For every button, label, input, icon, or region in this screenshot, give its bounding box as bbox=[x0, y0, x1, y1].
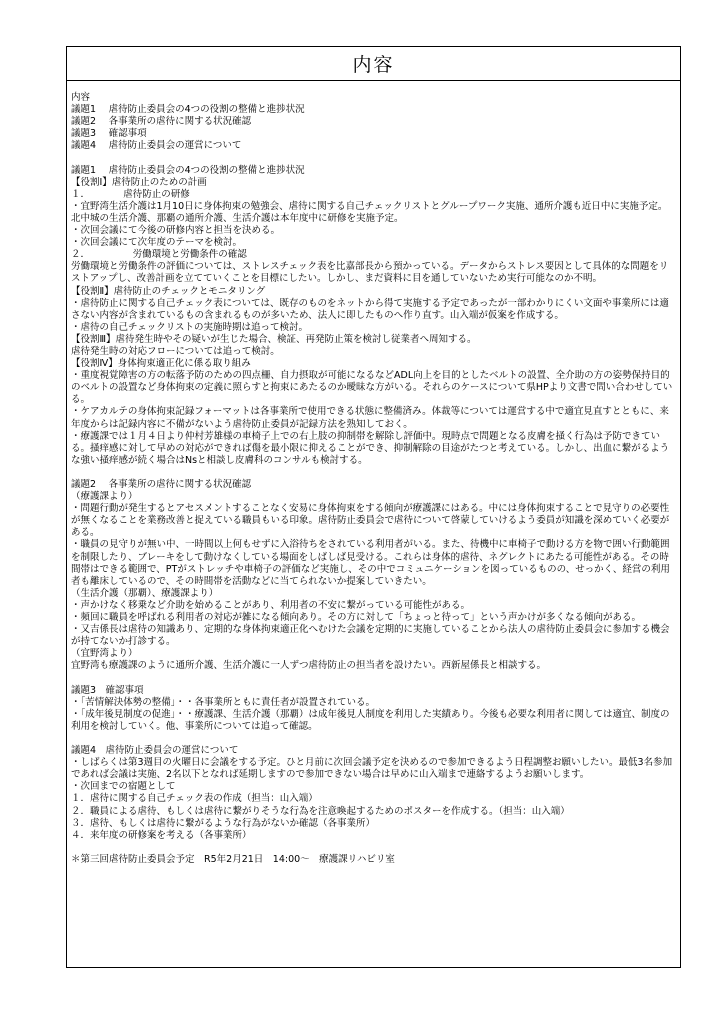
text-line: ３．虐待、もしくは虐待に繋がるような行為がないか確認（各事業所） bbox=[71, 817, 376, 829]
text-line: 虐待発生時の対応フローについては追って検討。 bbox=[71, 345, 280, 357]
text-line: ・次回会議にて次年度のテーマを検討。 bbox=[71, 237, 243, 249]
text-line: 【役割Ⅳ】身体拘束適正化に係る取り組み bbox=[71, 358, 251, 370]
text-line: （療護課より） bbox=[71, 491, 138, 503]
blank-line bbox=[71, 733, 676, 745]
text-line: 【役割Ⅰ】虐待防止のための計画 bbox=[71, 176, 207, 188]
blank-line bbox=[71, 152, 676, 164]
document-frame bbox=[66, 46, 681, 968]
blank-line bbox=[71, 467, 676, 479]
text-line: ・問題行動が発生するとアセスメントすることなく安易に身体拘束をする傾向が療護課にはある。中には身体拘束することで見守りの必要性が無くなることを業務改善と捉えている職員もいる印象。虐待防止委員会で虐待について啓蒙していけるよう委員が知識を深めていく必要がある。 bbox=[71, 503, 670, 539]
text-line: 議題1 虐待防止委員会の4つの役割の整備と進捗状況 bbox=[71, 104, 305, 116]
text-line: 議題2 各事業所の虐待に関する状況確認 bbox=[71, 116, 252, 128]
text-line: ・職員の見守りが無い中、一時間以上何もせずに入浴待ちをされている利用者がいる。また、待機中に車椅子で動ける方を物で囲い行動範囲を制限したり、ブレーキをして動けなくしている場面をしばしば見受ける。これらは身体的虐待、ネグレクトにあたる可能性がある。その時間帯はできる範囲で、PTがストレッチや車椅子の評価など実施し、その中でコミュニケーションを図っているものの、せっかく、経営の利用者も離床しているので、その時間帯を活動などに当てられないか提案していきたい。 bbox=[71, 539, 670, 587]
text-line: 議題4 虐待防止委員会の運営について bbox=[71, 140, 242, 152]
text-line: （生活介護（那覇）、療護課より） bbox=[71, 587, 219, 599]
text-line: ・頻回に職員を呼ばれる利用者の対応が雑になる傾向あり。その方に対して「ちょっと待って」という声かけが多くなる傾向がある。 bbox=[71, 612, 642, 624]
text-line: ・次回までの宿題として bbox=[71, 781, 176, 793]
text-line: ・虐待の自己チェックリストの実施時期は追って検討。 bbox=[71, 321, 309, 333]
text-line: 議題2 各事業所の虐待に関する状況確認 bbox=[71, 479, 252, 490]
title-row bbox=[67, 47, 680, 81]
text-line: ・ケアカルテの身体拘束記録フォーマットは各事業所で使用できる状態に整備済み。体裁等については運営する中で適宜見直すとともに、来年度からは記録内容に不備がないよう虐待防止委員が記録方法を熟知しておく。 bbox=[71, 406, 669, 430]
text-line: ・声かけなく移乗など介助を始めることがあり、利用者の不安に繋がっている可能性がある。 bbox=[71, 599, 471, 611]
text-line: １．虐待に関する自己チェック表の作成（担当：山入端） bbox=[71, 793, 318, 805]
text-line: 内容 bbox=[71, 92, 91, 103]
text-line: ２．職員による虐待、もしくは虐待に繋がりそうな行為を注意喚起するためのポスターを作成する。（担当：山入端） bbox=[71, 805, 570, 817]
text-line: 【役割Ⅱ】虐待防止のチェックとモニタリング bbox=[71, 285, 266, 297]
text-line: ・療護課では１月４日より仲村芳雄様の車椅子上での右上肢の抑制帯を解除し評価中。現時点で問題となる皮膚を掻く行為は予防できている。掻痒感に対して早めの対応ができれば傷を最小限に抑えることができ、抑制解除の目途がたつと考えている。しかし、出血に繋がるような強い掻痒感が続く場合はNsと相談し皮膚科のコンサルも検討する。 bbox=[71, 430, 670, 466]
blank-line bbox=[71, 842, 676, 854]
text-line: ・しばらくは第3週目の火曜日に会議をする予定。ひと月前に次回会議予定を決めるので参加できるよう日程調整お願いしたい。最低3名参加であれば会議は実施、2名以下となれば延期しますので参加できない場合は早めに山入端まで連絡するようお願いします。 bbox=[71, 757, 673, 781]
text-line: ４．来年度の研修案を考える（各事業所） bbox=[71, 829, 252, 841]
text-line: ・重度視覚障害の方の転落予防のための四点柵、自力摂取が可能になるなどADL向上を目的としたベルトの設置、全介助の方の姿勢保持目的のベルトの設置など身体拘束の定義に照らすと拘束にあたるのか曖昧な方がいる。それらのケースについて県HPより文書で問い合わせしている。 bbox=[71, 370, 673, 406]
text-line: 【役割Ⅲ】虐待発生時やその疑いが生じた場合、検証、再発防止策を検討し従業者へ周知する。 bbox=[71, 333, 477, 345]
text-line: 労働環境と労働条件の評価については、ストレスチェック表を比嘉部長から預かっている。データからストレス要因として具体的な問題をリストアップし、改善計画を立てていくことを目標にしたい。しかし、まだ資料に目を通していないため実行可能なのか不明。 bbox=[71, 261, 669, 285]
text-line: ・宜野湾生活介護は1月10日に身体拘束の勉強会、虐待に関する自己チェックリストとグループワーク実施、通所介護も近日中に実施予定。北中城の生活介護、那覇の通所介護、生活介護は本年度中に研修を実施予定。 bbox=[71, 200, 668, 224]
blank-line bbox=[71, 673, 676, 685]
text-line: ・又吉係長は虐待の知識あり、定期的な身体拘束適正化へむけた会議を定期的に実施していることから法人の虐待防止委員会に参加する機会が持てないか打診する。 bbox=[71, 624, 670, 648]
page-title: 内容 bbox=[352, 54, 395, 76]
text-line: （宜野湾より） bbox=[71, 648, 138, 660]
document-body bbox=[67, 81, 680, 866]
text-line: ・「苦情解決体勢の整備」・・各事業所ともに責任者が設置されている。 bbox=[71, 696, 376, 708]
text-line: ２． 労働環境と労働条件の確認 bbox=[71, 249, 247, 261]
text-line: ・虐待防止に関する自己チェック表については、既存のものをネットから得て実施する予定であったが一部わかりにくい文面や事業所には適さない内容が含まれているもの含まれるものが多いため、法人に即したものへ作り直す。山入端が仮案を作成する。 bbox=[71, 297, 669, 321]
text-line: ＊第三回虐待防止委員会予定 R5年2月21日 14:00～ 療護課リハビリ室 bbox=[71, 853, 395, 865]
text-line: 議題3 確認事項 bbox=[71, 684, 144, 696]
text-line: １． 虐待防止の研修 bbox=[71, 188, 190, 200]
text-line: 議題3 確認事項 bbox=[71, 128, 147, 140]
text-line: 議題1 虐待防止委員会の4つの役割の整備と進捗状況 bbox=[71, 164, 305, 176]
text-line: 議題4 虐待防止委員会の運営について bbox=[71, 745, 239, 757]
text-line: ・「成年後見制度の促進」・・療護課、生活介護（那覇）は成年後見人制度を利用した実績あり。今後も必要な利用者に関しては適宜、制度の利用を検討していく。他、事業所については追って確認。 bbox=[71, 708, 670, 732]
text-line: 宜野湾も療護課のように通所介護、生活介護に一人ずつ虐待防止の担当者を設けたい。西新屋係長と相談する。 bbox=[71, 660, 547, 672]
text-line: ・次回会議にて今後の研修内容と担当を決める。 bbox=[71, 225, 281, 237]
